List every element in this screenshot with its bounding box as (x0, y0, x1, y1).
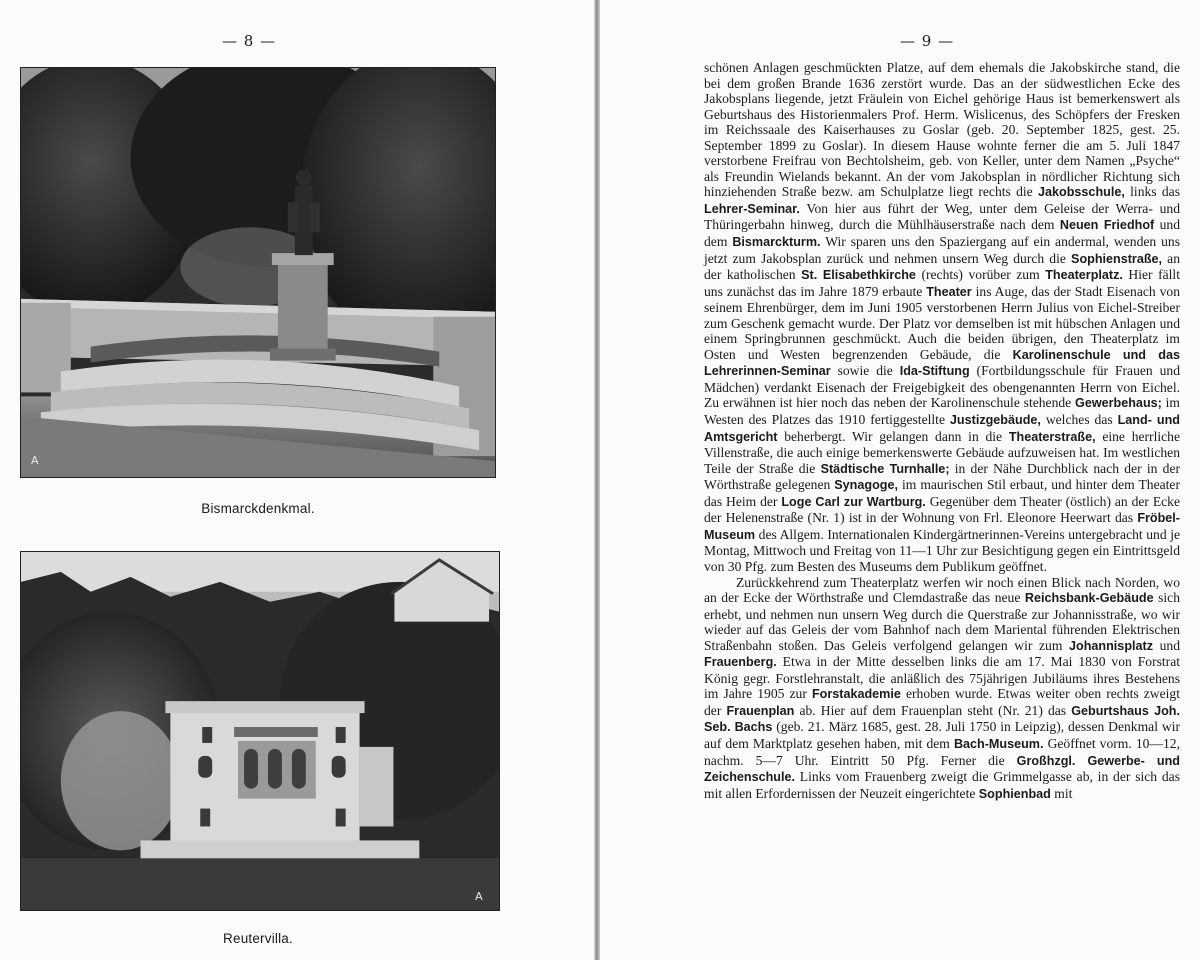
bold-term: Forstakademie (811, 687, 901, 702)
paragraph (704, 575, 1180, 803)
text-run: beherbergt. Wir gelangen dann in die (777, 428, 1009, 444)
bold-term: Sophienbad (978, 786, 1051, 801)
bold-term: St. Elisabethkirche (801, 268, 916, 283)
bold-term: Sophienstraße, (1071, 251, 1163, 266)
text-run: Hier fällt uns zunächst das im Jahre 1879 erbaute (704, 267, 1180, 299)
text-run: schönen Anlagen geschmückten Platze, auf dem ehemals die Jakobskirche stand, die bei dem großen Brande 1636 zerstört wurde. Das an der südwestlichen Ecke des Jakobsplans liegende, jetzt Fräulein von Eichel gehörige Haus ist bemerkenswert als Geburtshaus des Historienmalers Prof. Herm. Wislicenus, des Schöpfers der Fresken im Reichssaale des Kaiserhauses zu Goslar (geb. 20. September 1825, gest. 25. September 1899 zu Goslar). In diesem Hause wohnte ferner die am 5. Juli 1847 verstorbene Freifrau von Bechtolsheim, geb. von Keller, unter dem Namen „Psyche“ als Freundin Wielands bekannt. An der vom Jakobsplan in nördlicher Richtung sich hinziehenden Straße bezw. am Schulplatze liegt rechts die (704, 60, 1180, 200)
photo-bismarck-monument (20, 67, 496, 478)
publisher-mark-2: A (475, 890, 483, 904)
text-run: (geb. 21. März 1685, gest. 28. Juli 1750 in Leipzig), dessen Denkmal wir auf dem Marktplatz gesehen haben, mit dem (704, 719, 1180, 751)
text-run: links das (1124, 184, 1180, 200)
bold-term: Theaterstraße, (1008, 429, 1096, 444)
bold-term: Johannisplatz (1069, 638, 1153, 653)
caption-bismarck-monument: Bismarckdenkmal. (201, 501, 315, 516)
text-run: Wir sparen uns den Spaziergang auf ein andermal, wenden uns jetzt zum Jakobsplan zurück und nehmen unsern Weg durch die (704, 234, 1180, 266)
text-run: an der katholischen (704, 250, 1180, 283)
text-run: welches das (1040, 412, 1118, 428)
bold-term: Theaterplatz. (1045, 268, 1123, 283)
reuter-villa-image (21, 552, 499, 910)
bold-term: Bismarckturm. (732, 235, 821, 250)
text-run: Etwa in der Mitte desselben links die am 17. Mai 1830 von Forstrat König gegr. Forstlehranstalt, die anläßlich des 75jährigen Jubiläums ihres Bestehens im Jahre 1905 zur (704, 654, 1180, 702)
text-run: sich erhebt, und nehmen nun unsern Weg durch die Querstraße zur Johannisstraße, wo wir wieder auf das Geleis der vom Bahnhof nach dem Mariental führenden Elektrischen Straßenbahn stoßen. Das Geleis verfolgend gelangen wir zum (704, 590, 1180, 653)
page-number-left: — 8 — (222, 32, 277, 50)
text-run: Gegenüber dem Theater (östlich) an der Ecke der Helenenstraße (Nr. 1) ist in der Wohnung von Frl. Eleonore Heerwart das (704, 493, 1181, 526)
bold-term: Justizgebäude, (949, 413, 1041, 428)
bold-term: Frauenberg. (704, 655, 777, 670)
bold-term: Jakobsschule, (1038, 185, 1125, 200)
bold-term: Fröbel-Museum (704, 511, 1180, 542)
page-number-right: — 9 — (900, 32, 955, 50)
text-run: Zurückkehrend zum Theaterplatz werfen wir noch einen Blick nach Norden, wo an der Ecke der Wörthstraße und Clemdastraße das neue (704, 574, 1180, 606)
text-run: im Westen des Platzes das 1910 fertiggestellte (704, 395, 1181, 428)
text-run: Von hier aus führt der Weg, unter dem Geleise der Werra- und Thüringerbahn hinweg, durch die Mühlhäuserstraße nach dem (704, 200, 1180, 233)
text-run: (Fortbildungsschule für Frauen und Mädchen) verdankt Eisenach der Freigebigkeit des obengenannten Herrn von Eichel. Zu erwähnen ist hier noch das neben der Karolinenschule stehende (704, 363, 1180, 411)
bold-term: Bach-Museum. (953, 736, 1044, 751)
text-run: im maurischen Stil erbaut, und hinter dem Theater das Heim der (704, 477, 1180, 509)
paragraph (704, 60, 1180, 575)
text-run: in der Nähe Durchblick nach der in der Wörthstraße gelegenen (704, 460, 1181, 493)
text-run: Geöffnet vorm. 10—12, nachm. 5—7 Uhr. Eintritt 50 Pfg. Ferner die (704, 735, 1181, 768)
text-run: Links vom Frauenberg zweigt die Grimmelgasse ab, in der sich das mit allen Erfordernissen der Neuzeit eingerichtete (704, 769, 1180, 801)
bold-term: Ida-Stiftung (899, 364, 970, 379)
bismarck-monument-image (21, 68, 495, 477)
text-run: erhoben wurde. Etwas weiter oben rechts zweigt der (704, 686, 1180, 718)
text-run: (rechts) vorüber zum (915, 267, 1046, 283)
bold-term: Frauenplan (726, 703, 795, 718)
text-run: des Allgem. Internationalen Kindergärtnerinnen-Vereins untergebracht und je Montag, Mittwoch und Freitag von 11—1 Uhr zur Besichtigung gegen ein Eintrittsgeld von 30 Pfg. zum Besten des Museums dem Publikum geöffnet. (704, 526, 1180, 574)
bold-term: Theater (926, 284, 972, 299)
bold-term: Städtische Turnhalle; (820, 461, 950, 476)
bold-term: Loge Carl zur Wartburg. (781, 494, 926, 509)
text-run: und dem (704, 217, 1180, 250)
text-run: eine herrliche Villenstraße, die auch einige bemerkenswerte Gebäude aufzuweisen hat. Im westlichen Teile der Straße die (704, 428, 1180, 476)
publisher-mark-1: A (30, 454, 39, 468)
bold-term: Reichsbank-Gebäude (1024, 591, 1154, 606)
bold-term: Geburtshaus Joh. Seb. Bachs (704, 703, 1180, 735)
caption-reuter-villa: Reutervilla. (223, 931, 293, 946)
bold-term: Großhzgl. Gewerbe- und Zeichenschule. (704, 753, 1180, 785)
bold-term: Lehrer-Seminar. (704, 201, 800, 216)
text-run: sowie die (830, 363, 900, 379)
bold-term: Karolinenschule und das Lehrerinnen-Seminar (704, 347, 1180, 379)
text-run: ab. Hier auf dem Frauenplan steht (Nr. 21) das (794, 702, 1072, 718)
text-run: mit (1050, 785, 1073, 801)
body-text (704, 60, 1180, 802)
page-gutter (594, 0, 600, 960)
bold-term: Land- und Amtsgericht (704, 413, 1180, 444)
text-run: und (1153, 637, 1180, 653)
bold-term: Neuen Friedhof (1059, 218, 1155, 233)
text-run: ins Auge, das der Stadt Eisenach von seinem Ehrenbürger, dem im Juni 1905 verstorbenen Herrn Julius von Eichel-Streiber zum Geschenk gemacht wurde. Der Platz vor demselben ist mit hübschen Anlagen und einem Springbrunnen geschmückt. Auch die beiden übrigen, den Theaterplatz im Osten und Westen begrenzenden Gebäude, die (704, 283, 1180, 362)
photo-reuter-villa (20, 551, 500, 911)
bold-term: Synagoge, (834, 478, 898, 493)
bold-term: Gewerbehaus; (1075, 396, 1162, 411)
